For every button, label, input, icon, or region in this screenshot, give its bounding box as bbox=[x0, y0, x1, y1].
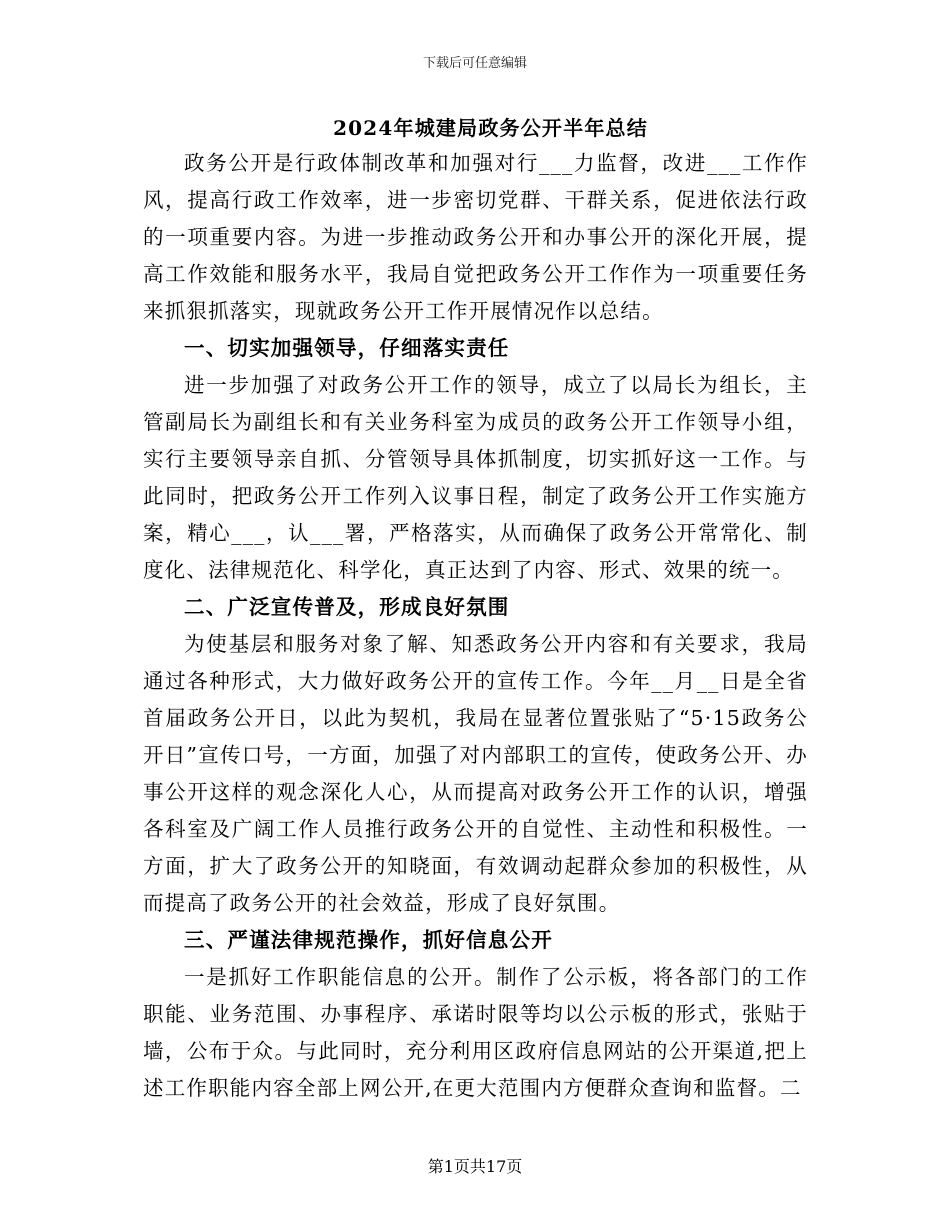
page-number: 第1页共17页 bbox=[427, 1157, 523, 1176]
document-title: 2024年城建局政务公开半年总结 bbox=[333, 116, 648, 140]
intro-paragraph: 政务公开是行政体制改革和加强对行___力监督，改进___工作作风，提高行政工作效率，进一步密切党群、干群关系，促进依法行政的一项重要内容。为进一步推动政务公开和办事公开的深化开展，提高工作效能和服务水平，我局自觉把政务公开工作作为一项重要任务来抓狠抓落实，现就政务公开工作开展情况作以总结。 bbox=[143, 151, 808, 323]
section-3-paragraph: 一是抓好工作职能信息的公开。制作了公示板，将各部门的工作职能、业务范围、办事程序、承诺时限等均以公示板的形式，张贴于墙，公布于众。与此同时，充分利用区政府信息网站的公开渠道,把上述工作职能内容全部上网公开,在更大范围内方便群众查询和监督。二 bbox=[143, 965, 808, 1100]
section-1-paragraph: 进一步加强了对政务公开工作的领导，成立了以局长为组长，主管副局长为副组长和有关业务科室为成员的政务公开工作领导小组，实行主要领导亲自抓、分管领导具体抓制度，切实抓好这一工作。与此同时，把政务公开工作列入议事日程，制定了政务公开工作实施方案，精心___，认___署，严格落实，从而确保了政务公开常常化、制度化、法律规范化、科学化，真正达到了内容、形式、效果的统一。 bbox=[143, 373, 808, 582]
section-1-heading: 一、切实加强领导，仔细落实责任 bbox=[184, 336, 510, 360]
section-3-heading: 三、严谨法律规范操作，抓好信息公开 bbox=[184, 928, 553, 952]
section-2-paragraph: 为使基层和服务对象了解、知悉政务公开内容和有关要求，我局通过各种形式，大力做好政务公开的宣传工作。今年__月__日是全省首届政务公开日，以此为契机，我局在显著位置张贴了“5·15政务公开日”宣传口号，一方面，加强了对内部职工的宣传，使政务公开、办事公开这样的观念深化人心，从而提高对政务公开工作的认识，增强各科室及广阔工作人员推行政务公开的自觉性、主动性和积极性。一方面，扩大了政务公开的知晓面，有效调动起群众参加的积极性，从而提高了政务公开的社会效益，形成了良好氛围。 bbox=[143, 632, 808, 915]
header-note: 下载后可任意编辑 bbox=[422, 56, 527, 71]
document-body bbox=[143, 112, 808, 1107]
section-2-heading: 二、广泛宣传普及，形成良好氛围 bbox=[184, 595, 510, 619]
